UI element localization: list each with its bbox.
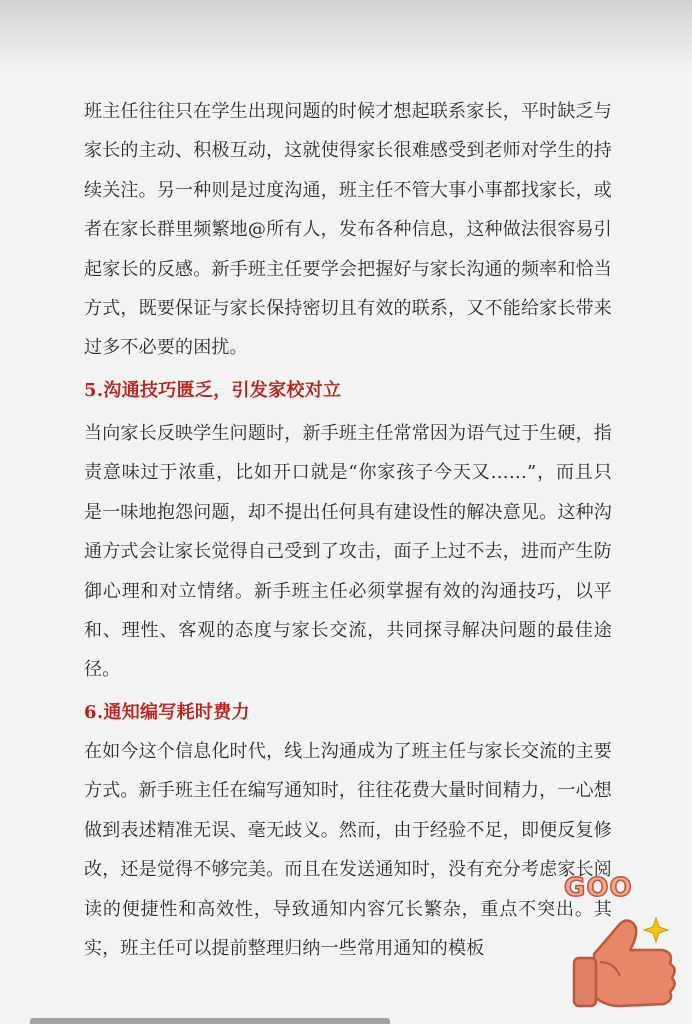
- heading-5: 5.沟通技巧匮乏，引发家校对立: [84, 380, 342, 401]
- sparkle-icon: [644, 918, 668, 942]
- heading-6: 6.通知编写耗时费力: [84, 702, 250, 723]
- paragraph-1: 班主任往往只在学生出现问题的时候才想起联系家长，平时缺乏与家长的主动、积极互动，这就使得家长很难感受到老师对学生的持续关注。另一种则是过度沟通，班主任不管大事小事都找家长，或者在家长群里频繁地@所有人，发布各种信息，这种做法很容易引起家长的反感。新手班主任要学会把握好与家长沟通的频率和恰当方式，既要保证与家长保持密切且有效的联系，又不能给家长带来过多不必要的困扰。: [84, 101, 612, 359]
- thumbs-up-sticker: [560, 866, 690, 1016]
- paragraph-6: 在如今这个信息化时代，线上沟通成为了班主任与家长交流的主要方式。新手班主任在编写通知时，往往花费大量时间精力，一心想做到表述精准无误、毫无歧义。然而，由于经验不足，即便反复修改，还是觉得不够完美。而且在发送通知时，没有充分考虑家长阅读的便捷性和高效性，导致通知内容冗长繁杂，重点不突出。其实，班主任可以提前整理归纳一些常用通知的模板: [84, 741, 612, 960]
- paragraph-5: 当向家长反映学生问题时，新手班主任常常因为语气过于生硬，指责意味过于浓重，比如开口就是“你家孩子今天又……”，而且只是一味地抱怨问题，却不提出任何具有建设性的解决意见。这种沟通方式会让家长觉得自己受到了攻击，面子上过不去，进而产生防御心理和对立情绪。新手班主任必须掌握有效的沟通技巧，以平和、理性、客观的态度与家长交流，共同探寻解决问题的最佳途径。: [84, 423, 612, 681]
- sticker-text: GOO: [564, 873, 633, 903]
- scrollbar[interactable]: [30, 1018, 390, 1024]
